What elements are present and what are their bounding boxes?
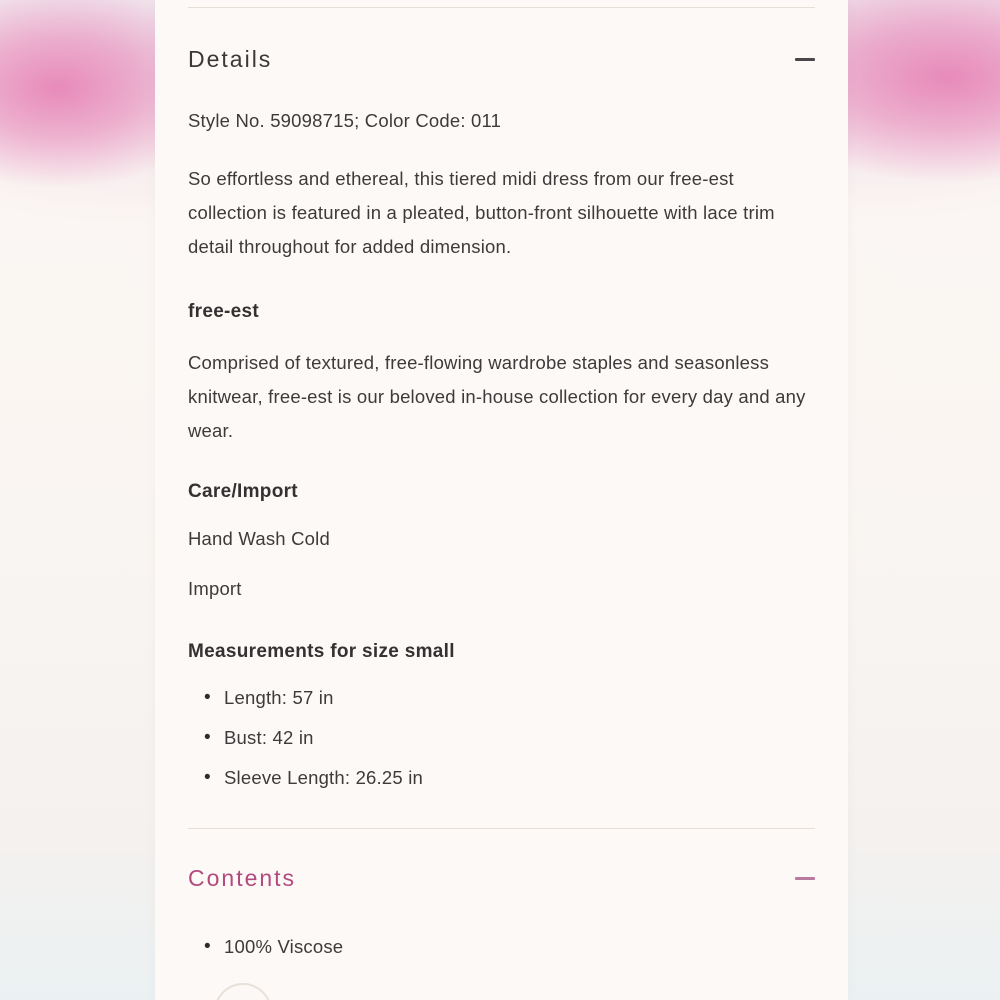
care-instruction: Hand Wash Cold <box>188 528 330 549</box>
measurement-item-sleeve: • Sleeve Length: 26.25 in <box>188 766 815 790</box>
contents-section-title: Contents <box>188 865 297 891</box>
style-number-line: Style No. 59098715; Color Code: 011 <box>188 110 502 131</box>
measurements-list <box>188 686 815 790</box>
details-section-title: Details <box>188 46 273 72</box>
care-import-heading: Care/Import <box>188 481 298 502</box>
measurement-item-bust: • Bust: 42 in <box>188 726 815 750</box>
material-icon-circle <box>214 983 272 1000</box>
collection-heading: free-est <box>188 301 260 322</box>
product-description: So effortless and ethereal, this tiered midi dress from our free-est collection is featured in a pleated, button-front silhouette with lace trim detail throughout for added dimension. <box>188 168 775 257</box>
contents-list <box>188 935 815 959</box>
section-divider-contents <box>188 828 815 829</box>
contents-section <box>188 865 815 1000</box>
import-note: Import <box>188 578 242 599</box>
details-accordion-header[interactable] <box>188 46 815 72</box>
details-section <box>188 46 815 790</box>
collection-description: Comprised of textured, free-flowing wardrobe staples and seasonless knitwear, free-est is our beloved in-house collection for every day and any wear. <box>188 352 806 441</box>
contents-item-viscose: • 100% Viscose <box>188 935 815 959</box>
product-details-panel <box>155 0 848 1000</box>
minus-icon[interactable] <box>795 58 815 61</box>
section-divider-top <box>188 7 815 8</box>
measurements-heading: Measurements for size small <box>188 641 455 662</box>
minus-icon[interactable] <box>795 877 815 880</box>
measurement-item-length: • Length: 57 in <box>188 686 815 710</box>
contents-accordion-header[interactable] <box>188 865 815 891</box>
